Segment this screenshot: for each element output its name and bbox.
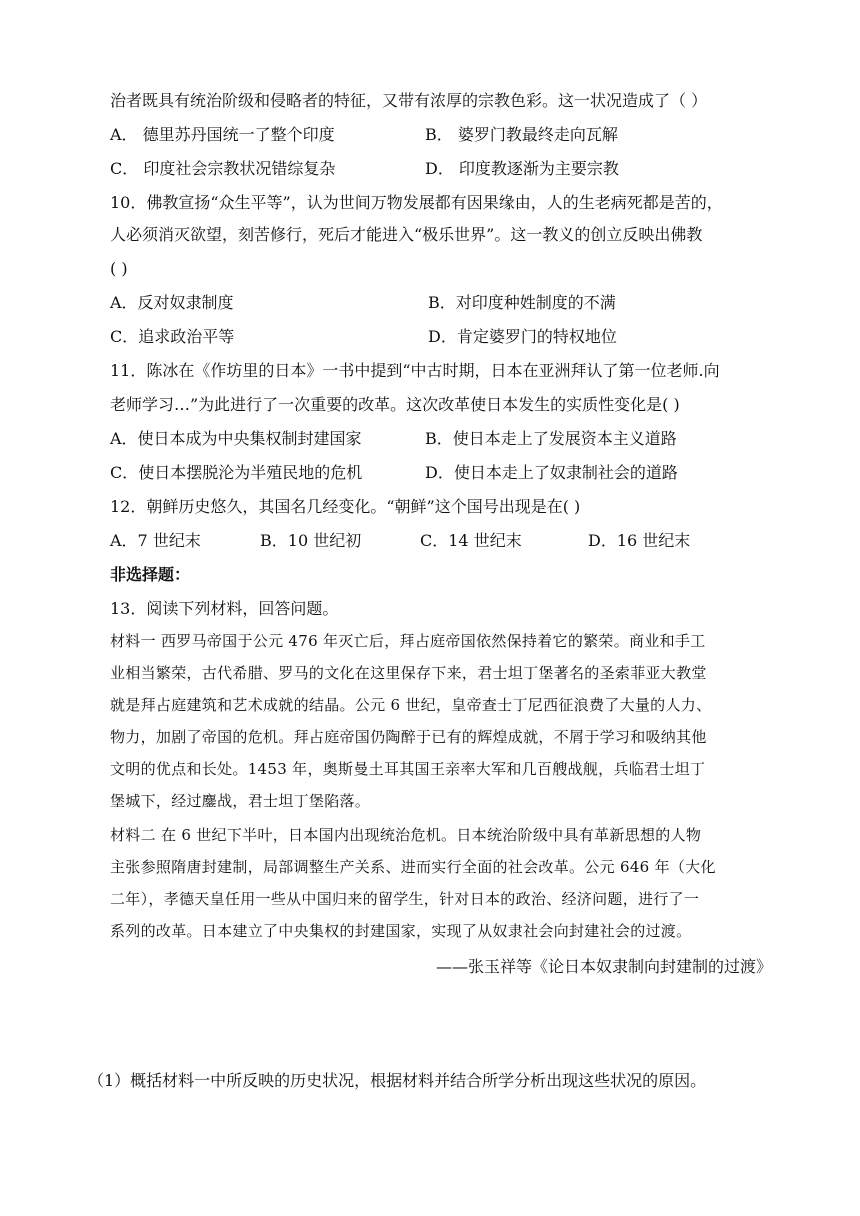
q9-option-d: D． 印度教逐渐为主要宗教: [425, 159, 619, 178]
q10-stem-line-1: 10．佛教宣扬“众生平等”，认为世间万物发展都有因果缘由，人的生老病死都是苦的，: [110, 193, 723, 212]
q13-material-1-line-4: 物力，加剧了帝国的危机。拜占庭帝国仍陶醉于已有的辉煌成就，不屑于学习和吸纳其他: [110, 728, 707, 746]
q13-material-1-line-3: 就是拜占庭建筑和艺术成就的结晶。公元 6 世纪，皇帝查士丁尼西征浪费了大量的人力、: [110, 696, 712, 714]
q11-option-b: B．使日本走上了发展资本主义道路: [425, 429, 677, 448]
q13-material-2-line-3: 二年），孝德天皇任用一些从中国归来的留学生，针对日本的政治、经济问题，进行了一: [110, 890, 700, 908]
q10-option-d: D．肯定婆罗门的特权地位: [428, 327, 617, 346]
q12-option-c: C．14 世纪末: [420, 531, 522, 550]
q10-option-b: B．对印度种姓制度的不满: [428, 293, 616, 312]
q13-material-2-source: ——张玉祥等《论日本奴隶制向封建制的过渡》: [435, 957, 772, 976]
q13-material-1-line-6: 堡城下，经过鏖战，君士坦丁堡陷落。: [110, 792, 371, 810]
q10-answer-bracket: ( ): [110, 259, 128, 278]
q13-material-1-line-5: 文明的优点和长处。1453 年，奥斯曼土耳其国王亲率大军和几百艘战舰，兵临君士坦丁: [110, 760, 706, 778]
q11-stem-line-1: 11．陈冰在《作坊里的日本》一书中提到“中古时期，日本在亚洲拜认了第一位老师.向: [110, 361, 720, 380]
q13-material-2-line-4: 系列的改革。日本建立了中央集权的封建国家，实现了从奴隶社会向封建社会的过渡。: [110, 922, 692, 940]
q11-option-a: A．使日本成为中央集权制封建国家: [110, 429, 362, 448]
q10-stem-line-2: 人必须消灭欲望，刻苦修行，死后才能进入“极乐世界”。这一教义的创立反映出佛教: [110, 225, 703, 244]
q9-stem-continuation: 治者既具有统治阶级和侵略者的特征，又带有浓厚的宗教色彩。这一状况造成了（ ）: [110, 91, 708, 110]
q10-option-c: C．追求政治平等: [110, 327, 235, 346]
q12-option-b: B．10 世纪初: [260, 531, 362, 550]
q13-material-1-line-1: 材料一 西罗马帝国于公元 476 年灭亡后，拜占庭帝国依然保持着它的繁荣。商业和手工: [110, 632, 706, 650]
q13-sub-question-1: （1）概括材料一中所反映的历史状况，根据材料并结合所学分析出现这些状况的原因。: [88, 1071, 707, 1090]
q13-stem: 13．阅读下列材料，回答问题。: [110, 599, 339, 618]
q13-material-1-line-2: 业相当繁荣，古代希腊、罗马的文化在这里保存下来，君士坦丁堡著名的圣索菲亚大教堂: [110, 664, 707, 682]
q10-option-a: A．反对奴隶制度: [110, 293, 234, 312]
q9-option-c: C． 印度社会宗教状况错综复杂: [110, 159, 336, 178]
section-title-non-choice: 非选择题：: [110, 565, 191, 584]
q12-option-a: A．7 世纪末: [110, 531, 201, 550]
q13-material-2-line-1: 材料二 在 6 世纪下半叶，日本国内出现统治危机。日本统治阶级中具有革新思想的人物: [110, 826, 702, 844]
q13-material-2-line-2: 主张参照隋唐封建制，局部调整生产关系、进而实行全面的社会改革。公元 646 年（大化: [110, 858, 716, 876]
q11-option-d: D．使日本走上了奴隶制社会的道路: [425, 463, 678, 482]
q9-option-a: A． 德里苏丹国统一了整个印度: [110, 125, 335, 144]
q11-stem-line-2: 老师学习…”为此进行了一次重要的改革。这次改革使日本发生的实质性变化是( ): [110, 395, 680, 414]
q12-stem: 12．朝鲜历史悠久，其国名几经变化。“朝鲜”这个国号出现是在( ): [110, 497, 581, 516]
q9-option-b: B． 婆罗门教最终走向瓦解: [425, 125, 618, 144]
q12-option-d: D．16 世纪末: [588, 531, 691, 550]
q11-option-c: C．使日本摆脱沦为半殖民地的危机: [110, 463, 363, 482]
